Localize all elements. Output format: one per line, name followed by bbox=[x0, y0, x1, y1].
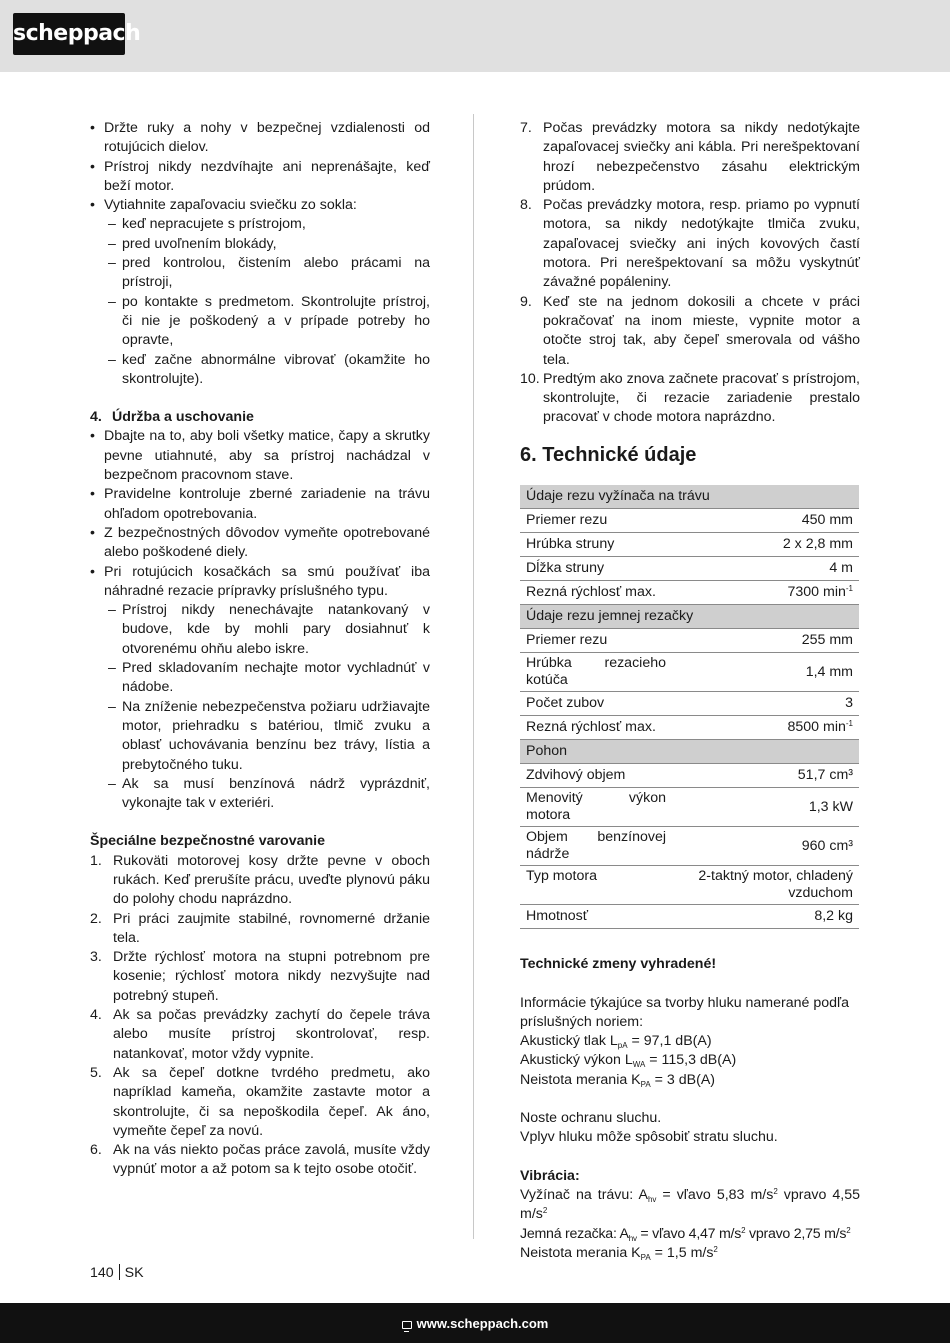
item-number: 10. bbox=[520, 370, 540, 387]
unit-exponent: -1 bbox=[845, 584, 853, 594]
noise-line bbox=[520, 1032, 860, 1051]
table-row bbox=[520, 581, 859, 605]
table-section-row bbox=[520, 740, 859, 764]
superscript: 2 bbox=[741, 1225, 746, 1235]
list-item: – po kontakte s predmetom. Skontrolujte prístroj, či nie je poškodený a v prípade potreby ho opravte, bbox=[90, 293, 430, 351]
maintenance-dash-list bbox=[90, 601, 430, 813]
table-row bbox=[520, 764, 859, 788]
column-divider bbox=[473, 114, 474, 1239]
table-cell bbox=[672, 716, 859, 740]
item-number: 8. bbox=[520, 197, 532, 214]
spacer bbox=[520, 1090, 860, 1109]
vibration-info bbox=[520, 1167, 860, 1263]
section-heading-special-warning: Špeciálne bezpečnostné varovanie bbox=[90, 833, 325, 850]
item-text: Rukoväti motorovej kosy držte pevne v oboch rukách. Keď prerušíte prácu, uveďte plynovú páku do polohy chodu naprázdno. bbox=[113, 852, 430, 908]
text: = 115,3 dB(A) bbox=[645, 1052, 737, 1069]
hearing-protection-note: Noste ochranu sluchu. bbox=[520, 1110, 662, 1127]
list-item bbox=[520, 293, 860, 370]
table-cell: Hmotnosť bbox=[520, 905, 672, 929]
table-cell: 8,2 kg bbox=[672, 905, 859, 929]
table-cell: 1,3 kW bbox=[672, 788, 859, 827]
section-heading-maintenance bbox=[90, 408, 430, 427]
item-text: Pri práci zaujmite stabilné, rovnomerné držanie tela. bbox=[113, 910, 430, 946]
list-item: – Ak sa musí benzínová nádrž vyprázdniť, vykonajte tak v exteriéri. bbox=[90, 775, 430, 814]
text: Akustický výkon L bbox=[520, 1052, 633, 1069]
text: = 1,5 m/s bbox=[650, 1244, 714, 1261]
item-number: 1. bbox=[90, 852, 102, 869]
noise-intro: Informácie týkajúce sa tvorby hluku namerané podľa príslušných noriem: bbox=[520, 994, 850, 1030]
list-item: • Pravidelne kontroluje zberné zariadenie na trávu ohľadom opotrebovania. bbox=[90, 485, 430, 524]
text: Vyžínač na trávu: A bbox=[520, 1186, 648, 1203]
list-item: • Z bezpečnostných dôvodov vymeňte opotrebované alebo poškodené diely. bbox=[90, 524, 430, 563]
list-item: • Držte ruky a nohy v bezpečnej vzdialenosti od rotujúcich dielov. bbox=[90, 119, 430, 158]
list-item: • Pri rotujúcich kosačkách sa smú používať iba náhradné rezacie prípravky príslušného typu. bbox=[90, 563, 430, 602]
technical-data-heading: 6. Technické údaje bbox=[520, 443, 697, 466]
text: = 97,1 dB(A) bbox=[627, 1033, 712, 1050]
table-row bbox=[520, 509, 859, 533]
subscript: hv bbox=[628, 1233, 637, 1243]
table-row bbox=[520, 905, 859, 929]
language-code: SK bbox=[124, 1265, 144, 1281]
table-row bbox=[520, 866, 859, 905]
monitor-icon bbox=[402, 1321, 412, 1329]
item-text: Ak sa počas prevádzky zachytí do čepele tráva alebo musíte prístroj skontrolovať, resp. natankovať, motor vždy vypnite. bbox=[113, 1007, 430, 1062]
table-cell: Objem benzínovej nádrže bbox=[520, 827, 672, 866]
table-cell: Údaje rezu jemnej rezačky bbox=[520, 605, 859, 629]
table-cell: Dĺžka struny bbox=[520, 557, 672, 581]
table-row bbox=[520, 629, 859, 653]
subscript: hv bbox=[647, 1194, 657, 1204]
brand-logo: scheppach bbox=[13, 13, 125, 55]
superscript: 2 bbox=[542, 1206, 548, 1216]
table-cell: Počet zubov bbox=[520, 692, 672, 716]
item-number: 5. bbox=[90, 1064, 102, 1081]
text: Neistota merania K bbox=[520, 1244, 641, 1261]
spacer bbox=[520, 929, 860, 955]
table-cell: 960 cm³ bbox=[672, 827, 859, 866]
list-item bbox=[90, 910, 430, 949]
item-text: Držte rýchlosť motora na stupni potrebnom pre kosenie; rýchlosť motora nikdy nezvyšujte nad potrebný stupeň. bbox=[113, 949, 430, 1004]
item-number: 6. bbox=[90, 1142, 102, 1159]
hearing-loss-note: Vplyv hluku môže spôsobiť stratu sluchu. bbox=[520, 1129, 778, 1146]
page-number-footer bbox=[90, 1264, 144, 1283]
list-item: – Prístroj nikdy nenechávajte natankovaný v budove, kde by mohli pary dosiahnuť k otvorenému ohňu alebo iskre. bbox=[90, 601, 430, 659]
vibration-line bbox=[520, 1225, 860, 1244]
table-row bbox=[520, 653, 859, 692]
website-link[interactable]: www.scheppach.com bbox=[416, 1316, 549, 1331]
text: Jemná rezačka: A bbox=[520, 1225, 629, 1242]
list-item bbox=[90, 1141, 430, 1180]
table-cell: 450 mm bbox=[672, 509, 859, 533]
item-number: 9. bbox=[520, 293, 532, 310]
list-item bbox=[90, 1064, 430, 1141]
table-cell: Zdvihový objem bbox=[520, 764, 672, 788]
item-text: Ak sa čepeľ dotkne tvrdého predmetu, ako napríklad kameňa, okamžite zastavte motor a skontrolujte, či sa nepoškodila čepeľ. Ak áno, vymeňte čepeľ za novú. bbox=[113, 1064, 430, 1139]
superscript: 2 bbox=[846, 1225, 851, 1235]
list-item: – pred uvoľnením blokády, bbox=[90, 235, 430, 254]
list-item bbox=[520, 196, 860, 292]
table-row bbox=[520, 788, 859, 827]
item-number: 2. bbox=[90, 910, 102, 927]
value-text: 7300 min bbox=[787, 584, 846, 601]
text: vpravo 4,55 m/s bbox=[520, 1186, 860, 1223]
table-cell: 2 x 2,8 mm bbox=[672, 533, 859, 557]
table-cell: 255 mm bbox=[672, 629, 859, 653]
table-row bbox=[520, 716, 859, 740]
list-item: – pred kontrolou, čistením alebo prácami na prístroji, bbox=[90, 254, 430, 293]
list-item: – keď nepracujete s prístrojom, bbox=[90, 215, 430, 234]
table-section-row bbox=[520, 605, 859, 629]
list-item bbox=[90, 1006, 430, 1064]
technical-changes-note: Technické zmeny vyhradené! bbox=[520, 956, 717, 973]
vibration-line bbox=[520, 1186, 860, 1225]
item-number: 3. bbox=[90, 949, 102, 966]
table-cell: Rezná rýchlosť max. bbox=[520, 581, 672, 605]
table-cell: Menovitý výkon motora bbox=[520, 788, 672, 827]
item-text: Počas prevádzky motora, resp. priamo po vypnutí motora, sa nikdy nedotýkajte tlmiča zvuku, zapaľovacej sviečky ani iných kovových častí motora. Pri nerešpektovaní sa môžu vyskytnúť závažné popáleniny. bbox=[543, 197, 860, 291]
table-section-row bbox=[520, 485, 859, 509]
special-warning-list bbox=[90, 852, 430, 1180]
subscript: WA bbox=[632, 1060, 646, 1070]
list-item bbox=[90, 852, 430, 910]
subscript: PA bbox=[640, 1252, 651, 1262]
table-cell: Údaje rezu vyžínača na trávu bbox=[520, 485, 859, 509]
list-item: – keď začne abnormálne vibrovať (okamžite ho skontrolujte). bbox=[90, 351, 430, 390]
noise-line bbox=[520, 1071, 860, 1090]
page-header bbox=[0, 0, 950, 72]
section-number: 4. bbox=[90, 409, 102, 426]
table-row bbox=[520, 692, 859, 716]
text: = 3 dB(A) bbox=[650, 1071, 716, 1088]
table-cell: Hrúbka struny bbox=[520, 533, 672, 557]
subscript: PA bbox=[640, 1079, 651, 1089]
section-title: Údržba a uschovanie bbox=[112, 409, 254, 426]
table-row bbox=[520, 827, 859, 866]
page-footer bbox=[0, 1303, 950, 1343]
safety-bullet-list bbox=[90, 119, 430, 215]
text: = vľavo 5,83 m/s bbox=[656, 1186, 774, 1203]
table-cell: 4 m bbox=[672, 557, 859, 581]
list-item: • Prístroj nikdy nezdvíhajte ani neprenášajte, keď beží motor. bbox=[90, 158, 430, 197]
item-text: Keď ste na jednom dokosili a chcete v práci pokračovať na inom mieste, vypnite motor a otočte stroj tak, aby čepeľ smerovala od vášho tela. bbox=[543, 293, 860, 368]
list-item bbox=[90, 948, 430, 1006]
noise-line bbox=[520, 1051, 860, 1070]
list-item: – Na zníženie nebezpečenstva požiaru udržiavajte motor, priehradku s batériou, tlmič zvuku a oblasť uchovávania benzínu bez trávy, lístia a prebytočného tuku. bbox=[90, 698, 430, 775]
list-item: – Pred skladovaním nechajte motor vychladnúť v nádobe. bbox=[90, 659, 430, 698]
item-text: Počas prevádzky motora sa nikdy nedotýkajte zapaľovacej sviečky ani kábla. Pri nerešpektovaní hrozí nebezpečenstvo zásahu elektrickým prúdom. bbox=[543, 120, 860, 194]
right-column bbox=[520, 119, 860, 1263]
table-cell: 2-taktný motor, chladený vzduchom bbox=[672, 866, 859, 905]
text: = vľavo 4,47 m/s bbox=[636, 1225, 742, 1242]
vibration-title: Vibrácia: bbox=[520, 1167, 580, 1184]
list-item: • Vytiahnite zapaľovaciu sviečku zo sokla: bbox=[90, 196, 430, 215]
left-column bbox=[90, 119, 430, 1180]
website-link-container bbox=[0, 1314, 950, 1333]
text: Akustický tlak L bbox=[520, 1033, 618, 1050]
list-item bbox=[520, 370, 860, 428]
superscript: 2 bbox=[773, 1186, 778, 1196]
table-cell: 51,7 cm³ bbox=[672, 764, 859, 788]
spacer bbox=[520, 1148, 860, 1167]
table-cell: Pohon bbox=[520, 740, 859, 764]
text: Neistota merania K bbox=[520, 1071, 641, 1088]
item-text: Predtým ako znova začnete pracovať s prístrojom, skontrolujte, či rezacie zariadenie prestalo pracovať v chode motora naprázdno. bbox=[543, 370, 860, 426]
technical-data-table bbox=[520, 485, 859, 930]
spark-plug-dash-list bbox=[90, 215, 430, 389]
table-cell: Typ motora bbox=[520, 866, 672, 905]
vibration-line bbox=[520, 1244, 860, 1263]
superscript: 2 bbox=[713, 1244, 718, 1254]
table-cell: Priemer rezu bbox=[520, 509, 672, 533]
divider bbox=[119, 1264, 120, 1280]
table-cell: 1,4 mm bbox=[672, 653, 859, 692]
table-cell: Hrúbka rezacieho kotúča bbox=[520, 653, 672, 692]
value-text: 8500 min bbox=[787, 719, 846, 736]
maintenance-bullet-list bbox=[90, 427, 430, 601]
subscript: pA bbox=[617, 1041, 628, 1051]
table-cell: Rezná rýchlosť max. bbox=[520, 716, 672, 740]
unit-exponent: -1 bbox=[845, 719, 853, 729]
text: vpravo 2,75 m/s bbox=[745, 1225, 847, 1242]
list-item: • Dbajte na to, aby boli všetky matice, čapy a skrutky pevne utiahnuté, aby sa prístroj nachádzal v bezpečnom pracovnom stave. bbox=[90, 427, 430, 485]
table-cell bbox=[672, 581, 859, 605]
item-number: 4. bbox=[90, 1007, 102, 1024]
table-row bbox=[520, 557, 859, 581]
list-item bbox=[520, 119, 860, 196]
page-number: 140 bbox=[90, 1265, 114, 1281]
noise-info bbox=[520, 994, 860, 1090]
table-row bbox=[520, 533, 859, 557]
spacer bbox=[520, 975, 860, 994]
continued-warning-list bbox=[520, 119, 860, 428]
item-text: Ak na vás niekto počas práce zavolá, musíte vždy vypnúť motor a až potom sa k tejto osobe otočiť. bbox=[113, 1142, 430, 1178]
table-cell: 3 bbox=[672, 692, 859, 716]
item-number: 7. bbox=[520, 120, 532, 136]
table-cell: Priemer rezu bbox=[520, 629, 672, 653]
